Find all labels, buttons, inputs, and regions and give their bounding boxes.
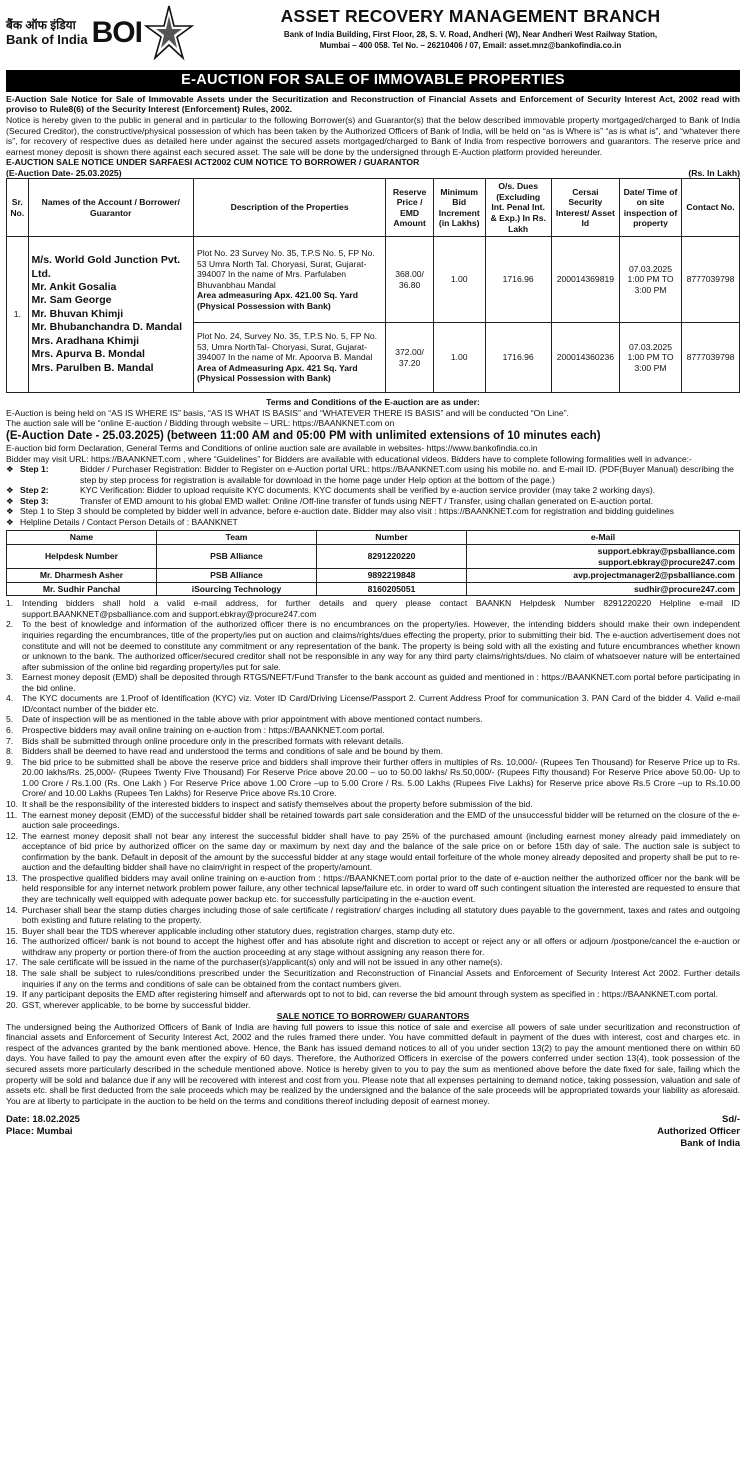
notice-place: Place: Mumbai [6,1125,73,1137]
col-increment: Minimum Bid Increment (in Lakhs) [433,179,485,237]
condition-number: 1. [6,598,14,609]
list-item [6,926,740,937]
amount-unit: (Rs. In Lakh) [688,167,740,178]
contact-name: Mr. Dharmesh Asher [7,569,157,583]
condition-text: The authorized officer/ bank is not bound to accept the highest offer and has absolute right and discretion to accept or reject any or all offers or adjourn /postpone/cancel the e-auction or withdraw any property or portion there-of from the auction proceeding at any stage without assigning any reason there for. [22,936,740,957]
property-description [193,237,385,323]
cersai-id: 200014360236 [551,323,619,393]
branch-address-1: Bank of India Building, First Floor, 28, S. V. Road, Andheri (W), Near Andheri West Railway Station, [283,29,658,39]
list-item [6,485,740,496]
auction-date-line: (E-Auction Date - 25.03.2025) (between 11:00 AM and 05:00 PM with unlimited extensions of 10 minutes each) [6,429,601,442]
terms-line-1: E-Auction is being held on “AS IS WHERE IS” basis, “AS IS WHAT IS BASIS” and “WHATEVER THERE IS BASIS” and will be conducted “On Line”. [6,407,569,418]
borrower-name: M/s. World Gold Junction Pvt. Ltd. [31,254,181,280]
list-item [6,464,740,485]
bid-increment: 1.00 [433,323,485,393]
list-item [6,873,740,905]
desc-possession: (Physical Possession with Bank) [196,300,331,311]
contact-team: PSB Alliance [157,569,317,583]
condition-number: 2. [6,619,14,630]
step-text: Step 1 to Step 3 should be completed by bidder well in advance, before e-auction date. Bidder may also visit : https://BAANKNET.com for registration and bidding guidelines [20,506,674,517]
condition-number: 17. [6,957,18,968]
step-text: KYC Verification: Bidder to upload requisite KYC documents. KYC documents shall be verified by e-auction service provider (may take 2 working days). [80,485,656,496]
condition-text: The earnest money deposit (EMD) of the successful bidder shall be retained towards part sale consideration and the EMD of the unsuccessful bidder will be returned on the closure of the e-auction sale proceedings. [22,809,740,831]
condition-number: 20. [6,999,18,1010]
condition-text: The KYC documents are 1.Proof of Identification (KYC) viz. Voter ID Card/Driving License/Passport 2. Current Address Proof for communication 3. PAN Card of the bidder 4. Valid e-mail ID/contact number of the bidder etc. [22,693,740,714]
condition-text: To the best of knowledge and information of the authorized officer there is no encumbrances on the property/ies. However, the intending bidders should make their own independent inquiries regarding the encumbrances, title of the property/ies put on auction and claims/rights/dues effecting the property, prior to submitting their bid. The e-auction advertisement does not constitute and will not be deemed to constitute any commitment or any representation of the bank. The property is being sold with all the existing and future encumbrances whether known or unknown to the bank. The authorized officer/secured creditor shall not be responsible in any way for any third party claims/rights/dues. No claim of whatsoever nature will be entertained after submission of the online bid regarding property/ies put for sale. [22,619,740,672]
condition-text: Date of inspection will be as mentioned in the table above with prior appointment with above mentioned contact numbers. [22,714,483,725]
star-logo-icon [144,4,194,62]
step-label: Step 1: [20,464,49,475]
condition-text: If any participant deposits the EMD after registering himself and afterwards opt to not to bid, can reverse the bid amount through system as specified in : https://BAANKNET.com portal. [22,989,718,1000]
table-row [7,569,740,583]
list-item [6,619,740,672]
condition-text: Prospective bidders may avail online training on e-auction from : https://BAANKNET.com portal. [22,725,385,736]
condition-text: Buyer shall bear the TDS wherever applicable including other statutory dues, registration charges, stamp duty etc. [22,925,455,936]
notice-page [6,4,740,1464]
desc-text: Plot No. 23 Survey No. 35, T.P.S No. 5, FP No. 53 Umra North Tal. Choryasi, Surat, Gujarat-394007 In the name of Mrs. Parfulaben Bhuvanbhau Mandal [196,247,375,290]
cersai-id: 200014369819 [551,237,619,323]
contact-name: Mr. Sudhir Panchal [7,582,157,596]
step-text: Bidder / Purchaser Registration: Bidder to Register on e-Auction portal URL: https://BAANKNET.com using his mobile no. and E-mail ID. (PDF(Buyer Manual) describing the step by step process for registration is available for download in the home page under Help option at the bottom of the page.) [80,464,734,485]
condition-text: The bid price to be submitted shall be above the reserve price and bidders shall improve their further offers in multiples of Rs. 10,000/- (Rupees Ten Thousand) for Reserve Price up to Rs. 20.00 lakhs/Rs. 25,000/- (Rupees Twenty Five Thousand) For Reserve Price above 20.00 – uo to 50.00 lakhs/ Rs.50,000/- (Rupees Fifty thousand) For Reserve Price above 50.00- Up to 1.00 Crore / Rs.1.00 (Rs. One Lakh ) For Reserve Price above 1.00 Crore –up to 5.00 Crore / Rs. 5.00 Lakhs (Rupees Five Lakhs) for Reserve price above Rs.5 Crore –up to Rs.10.00 Crore/ and 10.00 Lakhs (Rupees Ten Lakhs) for Reserve Price above Rs.10 Crore. [22,756,740,799]
officer-title: Authorized Officer [657,1125,740,1137]
condition-number: 5. [6,714,14,725]
reserve-price: 372.00/ 37.20 [386,323,434,393]
desc-area: Area of Admeasuring Apx. 421 Sq. Yard [196,362,358,373]
condition-number: 7. [6,735,14,746]
auction-banner: E-AUCTION FOR SALE OF IMMOVABLE PROPERTIES [6,70,740,92]
contact-number: 9892219848 [317,569,467,583]
diamond-bullet-icon: ❖ [6,516,14,527]
condition-text: Bids shall be submitted through online procedure only in the prescribed formats with relevant details. [22,735,404,746]
condition-text: GST, wherever applicable, to be borne by successful bidder. [22,999,251,1010]
condition-number: 13. [6,872,18,883]
diamond-bullet-icon: ❖ [6,495,14,506]
table-row [7,582,740,596]
signature: Sd/- [722,1114,740,1126]
logo-boi: BOI [91,15,142,49]
condition-number: 10. [6,798,18,809]
borrower-name: Mr. Sam George [31,294,112,307]
desc-text: Plot No. 24, Survey No. 35, T.P.S No. 5, FP No. 53, Umra NorthTal- Choryasi, Surat, Gujarat- 394007 In the name of Mr. Apoorva B. Mandal [196,331,378,363]
property-description [193,323,385,393]
officer-bank: Bank of India [680,1137,740,1149]
condition-text: The sale shall be subject to rules/conditions prescribed under the Securitization and Reconstruction of Financial Assets and Enforcement of Security Interest Act 2002. Further details inquiries if any on the terms and conditions of sale can be obtained from the contact numbers given. [22,967,740,989]
contact-email: sudhir@procure247.com [467,582,740,596]
sale-notice-title: SALE NOTICE TO BORROWER/ GUARANTORS [276,1011,470,1022]
condition-number: 16. [6,936,18,947]
borrower-names [28,237,193,393]
condition-text: The earnest money deposit shall not bear any interest the successful bidder shall have to pay 25% of the purchased amount (including earnest money already paid immediately on acceptance of bid price by authorized officer on the same day or maximum by next day and the balance of the sale price on or before 15th day of sale. The auction sale is subject to confirmation by the bank. Default in deposit of the amount by the successful bidder at any stage would entail forfeiture of the whole money already deposited and property shall be put to re-auction and the defaulting bidder shall have no claim/right in respect of the property/amount. [22,830,740,873]
borrower-name: Mrs. Parulben B. Mandal [31,361,154,374]
list-item [6,746,740,757]
branch-address-2: Mumbai – 400 058. Tel No. – 26210406 / 07, Email: asset.mnz@bankofindia.co.in [319,41,622,51]
terms-line-4: Bidder may visit URL: https://BAANKNET.com , where “Guidelines” for Bidders are available with educational videos. Bidders have to complete following formalities well in advance:- [6,453,692,464]
intro [6,94,740,179]
borrower-name: Mrs. Aradhana Khimji [31,334,140,347]
condition-text: It shall be the responsibility of the interested bidders to inspect and satisfy themselves about the property before submission of the bid. [22,798,533,809]
outstanding-dues: 1716.96 [485,323,551,393]
list-item [6,905,740,926]
terms-line-3: E-auction bid form Declaration, General Terms and Conditions of online auction sale are available in websites- https://www.bankofindia.co.in [6,442,538,453]
intro-bold: E-Auction Sale Notice for Sale of Immovable Assets under the Securitization and Reconstruction of Financial Assets and Enforcement of Security Interest Act, 2002 read with proviso to Rule8(6) of the Security Interest (Enforcement) Rules, 2002. [6,93,740,115]
desc-area: Area admeasuring Apx. 421.00 Sq. Yard [196,290,358,301]
list-item [6,506,740,517]
condition-number: 14. [6,904,18,915]
terms-line-2: The auction sale will be “online E-auction / Bidding through website – URL: https://BAANKNET.com on [6,418,395,429]
list-item [6,693,740,714]
contact-number: 8291220220 [317,545,467,569]
condition-number: 3. [6,672,14,683]
condition-number: 19. [6,989,18,1000]
condition-number: 8. [6,746,14,757]
contact-col-team: Team [157,531,317,545]
diamond-bullet-icon: ❖ [6,506,14,517]
list-item [6,1000,740,1011]
desc-possession: (Physical Possession with Bank) [196,373,331,384]
step-label: Step 2: [20,485,49,496]
borrower-name: Mrs. Apurva B. Mondal [31,348,145,361]
condition-text: Intending bidders shall hold a valid e-mail address, for further details and query please contact BAANKN Helpdesk Number 8291220220 Helpline e-mail ID support.BAANKNET@psballiance.com and support.ebkray@procure247.com [22,598,740,619]
table-row [7,237,740,323]
list-item [6,968,740,989]
header [6,4,740,66]
condition-text: Earnest money deposit (EMD) shall be deposited through RTGS/NEFT/Fund Transfer to the bank account as guided and mentioned in : https://BAANKNET.com portal before participating in the bid online. [22,672,740,693]
contact-col-email: e-Mail [467,531,740,545]
logo-bank-name: Bank of India [6,32,88,48]
sr-no: 1. [7,237,29,393]
step-text: Helpline Details / Contact Person Details of : BAANKNET [20,516,238,527]
list-item [6,725,740,736]
condition-text: Bidders shall be deemed to have read and understood the terms and conditions of sale and be bound by them. [22,746,443,757]
intro-notice: Notice is hereby given to the public in general and in particular to the following Borrower(s) and Guarantor(s) that the below described immovable property mortgaged/charged to Bank of India (Secured Creditor), the constructive/physical possession of which has been taken by the Authorized Officers of Bank of India, will be held on “as is Where is” “as is what is”, and “whatever there is”, for recovery of respective dues as detailed here under against the secured assets mortgaged/charged to Bank of India from respective borrowers and guarantors. The reserve price and earnest money deposit is shown there against each secured asset. The sale will be done by the undersigned through E-Auction platform provided hereunder. [6,114,740,157]
list-item [6,957,740,968]
list-item [6,936,740,957]
list-item [6,598,740,619]
condition-number: 9. [6,756,14,767]
contact-team: PSB Alliance [157,545,317,569]
contact-team: iSourcing Technology [157,582,317,596]
sale-notice-body: The undersigned being the Authorized Officers of Bank of India are having full powers to issue this notice of sale and exercise all powers of sale under securitization and reconstruction of financial assets and Enforcement of Security Interest Act, 2002 and the rules framed there under. You have committed default in payment of the dues with interest, cost and charges etc. in respect of the advances granted by the bank mentioned above. Hence, the Bank has issued demand notices to all of you under section 13(2) to pay the amount mentioned there on within 60 days. You have failed to pay the amount even after the expiry of 60 days. Therefore, the Authorized Officers in exercise of the powers conferred under section 13(4), took possession of the secured assets more particularly described in the schedule mentioned above. Notice is hereby given to you to pay the sum as mentioned above before the date fixed for sale, failing which the property will be sold and balance due if any will be recovered with interest and cost from you. Please note that all expenses pertaining to demand notice, taking possession, valuation and sale of assets etc. shall be first deducted from the sale proceeds which may be realized by the undersigned and the balance of the sale proceeds will be appropriated towards your liability as aforesaid. You are at liberty to participate in the auction to be held on the terms and conditions thereof including deposit of earnest money. [6,1021,740,1106]
list-item [6,496,740,507]
col-dues: O/s. Dues (Excluding Int. Penal Int. & Exp.) In Rs. Lakh [485,179,551,237]
list-item [6,831,740,873]
contact-email: avp.projectmanager2@psballiance.com [467,569,740,583]
col-contact: Contact No. [682,179,740,237]
condition-number: 12. [6,830,18,841]
list-item [6,810,740,831]
col-names: Names of the Account / Borrower/ Guarantor [28,179,193,237]
bid-increment: 1.00 [433,237,485,323]
inspection-time: 07.03.2025 1:00 PM TO 3:00 PM [619,323,681,393]
list-item [6,799,740,810]
condition-number: 15. [6,925,18,936]
inspection-time: 07.03.2025 1:00 PM TO 3:00 PM [619,237,681,323]
borrower-name: Mr. Bhuvan Khimji [31,307,124,320]
col-cersai: Cersai Security Interest/ Asset Id [551,179,619,237]
contact-email: support.ebkray@psballiance.com support.ebkray@procure247.com [467,545,740,569]
condition-number: 18. [6,967,18,978]
terms-title: Terms and Conditions of the E-auction are as under: [266,397,480,408]
contact-col-number: Number [317,531,467,545]
branch-title: ASSET RECOVERY MANAGEMENT BRANCH [280,6,661,26]
list-item [6,736,740,747]
logo-hindi: बैंक ऑफ इंडिया [6,17,76,32]
table-row [7,545,740,569]
contact-table [6,530,740,596]
condition-number: 4. [6,693,14,704]
borrower-name: Mr. Bhubanchandra D. Mandal [31,321,183,334]
condition-text: The prospective qualified bidders may avail online training on e-auction from : https://BAANKNET.com portal prior to the date of e-auction neither the authorized officer nor the bank will be held responsible for any internet network problem power failure, any other technical lapse/failure etc. in order to ward off such contingent situation the interested are requested to ensure that they are technically well equipped with adequate power backup etc. for successfully participating in the e-auction event. [22,872,740,905]
notice-date: Date: 18.02.2025 [6,1114,80,1126]
col-inspection: Date/ Time of on site inspection of property [619,179,681,237]
list-item [6,672,740,693]
bank-logo [6,4,201,62]
contact-col-name: Name [7,531,157,545]
list-item [6,757,740,799]
outstanding-dues: 1716.96 [485,237,551,323]
condition-number: 6. [6,725,14,736]
list-item [6,989,740,1000]
auction-date: (E-Auction Date- 25.03.2025) [6,167,122,178]
property-table [6,178,740,393]
contact-number: 8777039798 [682,323,740,393]
registration-steps [6,464,740,527]
list-item [6,517,740,528]
contact-number: 8160205051 [317,582,467,596]
footer [6,1114,740,1149]
diamond-bullet-icon: ❖ [6,464,14,475]
contact-name: Helpdesk Number [7,545,157,569]
condition-number: 11. [6,809,18,820]
list-item [6,714,740,725]
conditions-list [6,598,740,1010]
reserve-price: 368.00/ 36.80 [386,237,434,323]
step-label: Step 3: [20,495,49,506]
contact-number: 8777039798 [682,237,740,323]
condition-text: Purchaser shall bear the stamp duties charges including those of sale certificate / registration/ charges including all statutory dues payable to the government, taxes and rates and outgoing both existing and future relating to the property. [22,904,740,926]
diamond-bullet-icon: ❖ [6,485,14,496]
col-description: Description of the Properties [193,179,385,237]
col-reserve: Reserve Price / EMD Amount [386,179,434,237]
borrower-name: Mr. Ankit Gosalia [31,281,117,294]
step-text: Transfer of EMD amount to his global EMD wallet: Online /Off-line transfer of funds using NEFT / Transfer, using challan generated on E-auction portal. [80,495,654,506]
condition-text: The sale certificate will be issued in the name of the purchaser(s)/applicant(s) only and will not be issued in any other name(s). [22,957,503,968]
sarfaesi-heading: E-AUCTION SALE NOTICE UNDER SARFAESI ACT2002 CUM NOTICE TO BORROWER / GUARANTOR [6,157,420,168]
col-sr: Sr. No. [7,179,29,237]
